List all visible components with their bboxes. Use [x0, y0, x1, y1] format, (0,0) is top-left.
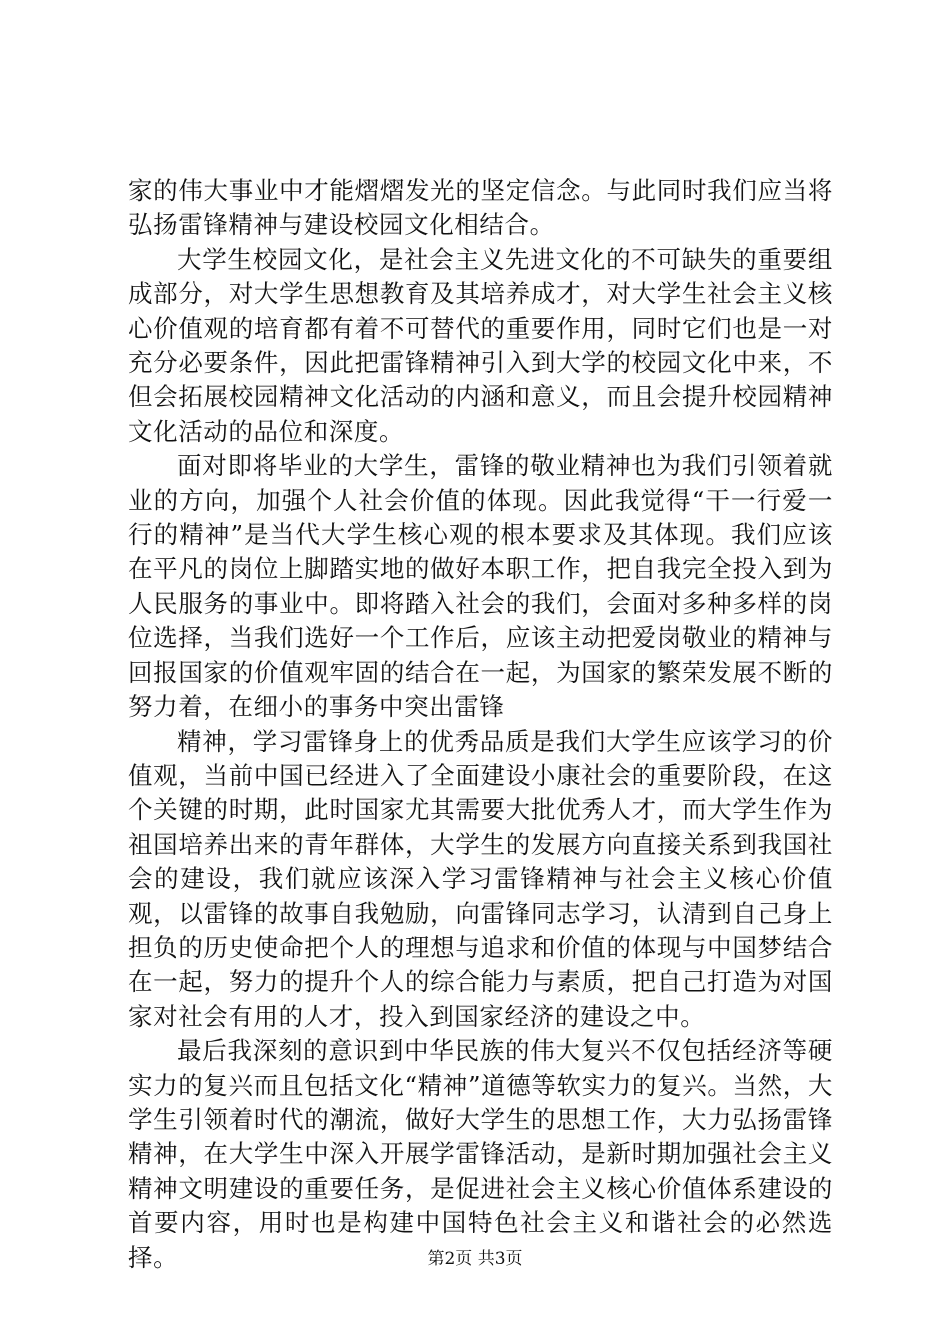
paragraph-continuation: 家的伟大事业中才能熠熠发光的坚定信念。与此同时我们应当将弘扬雷锋精神与建设校园文化相结合。 [128, 176, 833, 240]
paragraph-conclusion: 最后我深刻的意识到中华民族的伟大复兴不仅包括经济等硬实力的复兴而且包括文化“精神”道德等软实力的复兴。当然，大学生引领着时代的潮流，做好大学生的思想工作，大力弘扬雷锋精神，在大学生中深入开展学雷锋活动，是新时期加强社会主义精神文明建设的重要任务，是促进社会主义核心价值体系建设的首要内容，用时也是构建中国特色社会主义和谐社会的必然选择。 [128, 1036, 833, 1272]
page-footer: 第2页 共3页 [427, 1249, 523, 1269]
paragraph-campus-culture: 大学生校园文化，是社会主义先进文化的不可缺失的重要组成部分，对大学生思想教育及其培养成才，对大学生社会主义核心价值观的培育都有着不可替代的重要作用，同时它们也是一对充分必要条件，因此把雷锋精神引入到大学的校园文化中来，不但会拓展校园精神文化活动的内涵和意义，而且会提升校园精神文化活动的品位和深度。 [128, 244, 833, 446]
paragraph-spirit: 精神，学习雷锋身上的优秀品质是我们大学生应该学习的价值观，当前中国已经进入了全面建设小康社会的重要阶段，在这个关键的时期，此时国家尤其需要大批优秀人才，而大学生作为祖国培养出来的青年群体，大学生的发展方向直接关系到我国社会的建设，我们就应该深入学习雷锋精神与社会主义核心价值观，以雷锋的故事自我勉励，向雷锋同志学习，认清到自己身上担负的历史使命把个人的理想与追求和价值的体现与中国梦结合在一起，努力的提升个人的综合能力与素质，把自己打造为对国家对社会有用的人才，投入到国家经济的建设之中。 [128, 726, 833, 1031]
paragraph-graduates: 面对即将毕业的大学生，雷锋的敬业精神也为我们引领着就业的方向，加强个人社会价值的体现。因此我觉得“干一行爱一行的精神”是当代大学生核心观的根本要求及其体现。我们应该在平凡的岗位上脚踏实地的做好本职工作，把自我完全投入到为人民服务的事业中。即将踏入社会的我们，会面对多种多样的岗位选择，当我们选好一个工作后，应该主动把爱岗敬业的精神与回报国家的价值观牢固的结合在一起，为国家的繁荣发展不断的努力着，在细小的事务中突出雷锋 [128, 451, 833, 722]
document-body [128, 174, 833, 1275]
